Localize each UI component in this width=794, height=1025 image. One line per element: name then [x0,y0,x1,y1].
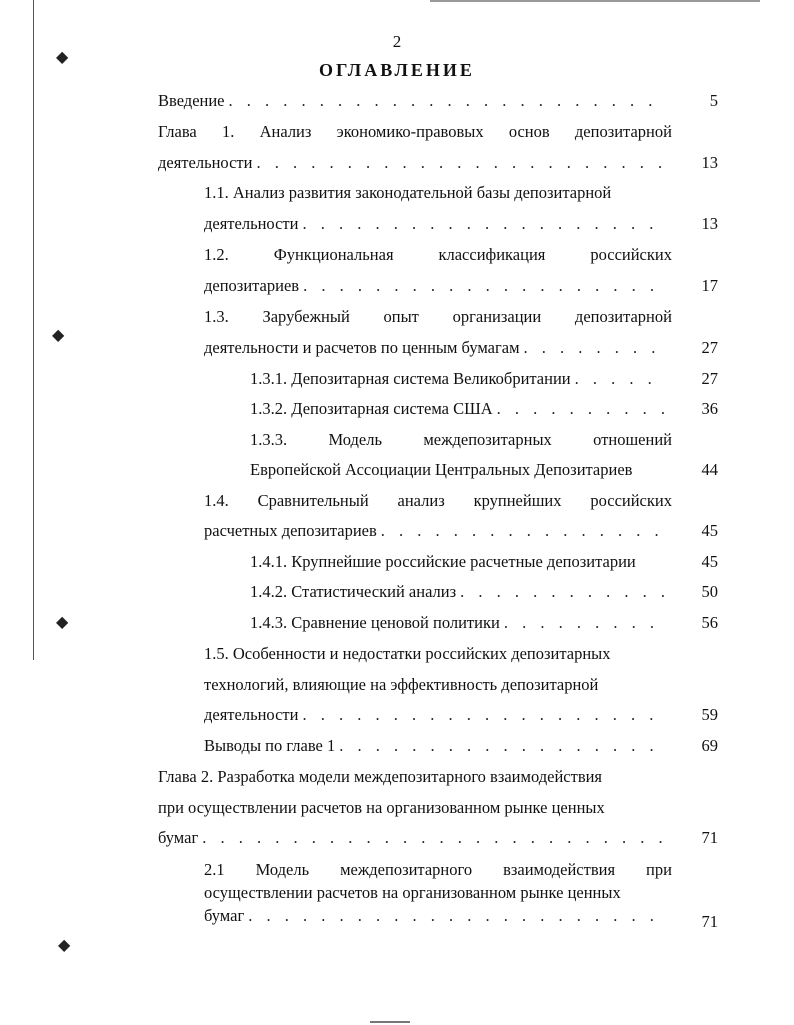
scan-speck: ◆ [56,49,69,66]
toc-entry-title: депозитариев [204,276,300,295]
toc-entry-1-3-cont [204,338,670,362]
toc-entry-title: Европейской Ассоциации Центральных Депозитариев [250,460,633,479]
toc-leader-dots [229,91,666,111]
toc-page-number: 17 [701,276,718,295]
toc-word: 2.1 [204,860,225,879]
toc-word: 1.2. [204,245,229,264]
toc-page-number: 27 [701,338,718,357]
toc-word: депозитарной [574,307,672,326]
toc-entry-chapter-2-cont [158,828,670,852]
toc-page-number: 36 [701,399,718,418]
toc-word: организации [452,307,542,326]
toc-page-number: 59 [701,705,718,724]
toc-leader-dots [302,214,666,234]
toc-leader-dots [256,153,666,173]
toc-leader-dots [202,828,666,848]
scan-margin-line [33,0,34,660]
toc-page-number: 50 [701,582,718,601]
toc-entry-1-5 [204,644,672,668]
toc-word: Модель [255,860,310,879]
scan-bottom-mark [370,1021,410,1023]
toc-entry-1-2-cont [204,276,670,300]
toc-page-number: 71 [701,828,718,847]
toc-word: отношений [593,430,672,449]
toc-entry-1-5-cont [204,705,670,729]
toc-entry-1-3-2 [250,399,670,423]
toc-entry-title: 1.4.3. Сравнение ценовой политики [250,613,500,632]
toc-entry-1-4 [204,491,672,515]
toc-word: крупнейших [473,491,562,510]
toc-entry-chapter-2 [158,767,672,791]
toc-entry-chapter-1-cont [158,153,670,177]
toc-page-number: 69 [701,736,718,755]
toc-leader-dots [339,736,666,756]
toc-word: 1.3. [204,307,229,326]
toc-entry-title: расчетных депозитариев [204,521,377,540]
toc-page-number: 13 [701,214,718,233]
toc-entry-title: деятельности [158,153,253,172]
toc-entry-title: деятельности и расчетов по ценным бумагам [204,338,520,357]
toc-word: Зарубежный [262,307,350,326]
toc-word: российских [590,245,672,264]
toc-entry-title: деятельности [204,705,299,724]
toc-leader-dots [497,399,666,419]
toc-entry-2-1-cont [204,906,670,930]
toc-entry-1-3-1 [250,369,670,393]
toc-word: российских [590,491,672,510]
toc-page-number: 13 [701,153,718,172]
toc-leader-dots [248,906,666,926]
toc-entry-title: 1.3.1. Депозитарная система Великобритании [250,369,571,388]
toc-page-number: 56 [701,613,718,632]
toc-word: Анализ [259,122,312,141]
toc-leader-dots [460,582,666,602]
toc-word: Сравнительный [257,491,369,510]
toc-entry-1-1 [204,183,672,207]
toc-entry-1-4-1 [250,552,670,576]
toc-word: экономико-правовых [336,122,484,141]
toc-entry-title: 1.4.1. Крупнейшие российские расчетные депозитарии [250,552,636,571]
toc-leader-dots [303,276,666,296]
toc-entry-1-3-3 [250,430,672,454]
toc-word: 1.3.3. [250,430,288,449]
toc-entry-title: деятельности [204,214,299,233]
toc-entry-title: осуществлении расчетов на организованном рынке ценных [204,883,621,902]
toc-entry-1-4-cont [204,521,670,545]
toc-leader-dots [302,705,666,725]
toc-entry-1-4-3 [250,613,670,637]
toc-entry-1-1-cont [204,214,670,238]
toc-word: депозитарной [574,122,672,141]
toc-page-number: 5 [709,91,718,110]
toc-entry-title: Глава 2. Разработка модели междепозитарного взаимодействия [158,767,603,786]
toc-entry-chapter-2-line-2 [158,798,672,822]
toc-word: классификация [438,245,546,264]
toc-entry-chapter-1 [158,122,672,146]
toc-entry-title: технологий, влияющие на эффективность депозитарной [204,675,599,694]
toc-entry-title: 1.3.2. Депозитарная система США [250,399,493,418]
page-title: ОГЛАВЛЕНИЕ [319,60,475,80]
toc-entry-title: Выводы по главе 1 [204,736,336,755]
toc-entry-title: при осуществлении расчетов на организованном рынке ценных [158,798,605,817]
toc-entry-1-3 [204,307,672,331]
toc-entry-1-3-3-cont [250,460,670,484]
toc-leader-dots [504,613,666,633]
toc-word: анализ [397,491,445,510]
toc-leader-dots [381,521,666,541]
toc-word: 1.4. [204,491,229,510]
toc-entry-title: Введение [158,91,225,110]
toc-page-number: 45 [701,521,718,540]
toc-entry-1-5-line-2 [204,675,672,699]
toc-entry-title: 1.5. Особенности и недостатки российских депозитарных [204,644,611,663]
toc-entry-1-4-2 [250,582,670,606]
toc-word: Глава [158,122,197,141]
toc-entry-title: бумаг [158,828,199,847]
toc-page-number: 71 [701,912,718,931]
toc-leader-dots [575,369,666,389]
toc-word: междепозитарного [340,860,473,879]
toc-entry-2-1 [204,860,672,884]
toc-word: опыт [383,307,419,326]
toc-word: при [646,860,672,879]
scan-speck: ◆ [52,327,65,344]
toc-entry-title: 1.1. Анализ развития законодательной базы депозитарной [204,183,612,202]
toc-word: Функциональная [273,245,394,264]
toc-entry-conclusions-1 [204,736,670,760]
toc-page-number: 44 [701,460,718,479]
toc-leader-dots [524,338,666,358]
toc-page-number: 45 [701,552,718,571]
scan-top-edge [430,0,760,2]
toc-entry-intro [158,91,670,115]
toc-word: 1. [222,122,235,141]
toc-word: взаимодействия [503,860,616,879]
scan-speck: ◆ [56,614,69,631]
toc-entry-title: бумаг [204,906,245,925]
toc-entry-2-1-line-2 [204,883,672,907]
toc-word: основ [508,122,550,141]
toc-entry-title: 1.4.2. Статистический анализ [250,582,457,601]
toc-entry-1-2 [204,245,672,269]
page-number: 2 [392,32,402,51]
toc-word: Модель [328,430,382,449]
scan-speck: ◆ [58,937,71,954]
toc-page-number: 27 [701,369,718,388]
toc-word: междепозитарных [423,430,552,449]
